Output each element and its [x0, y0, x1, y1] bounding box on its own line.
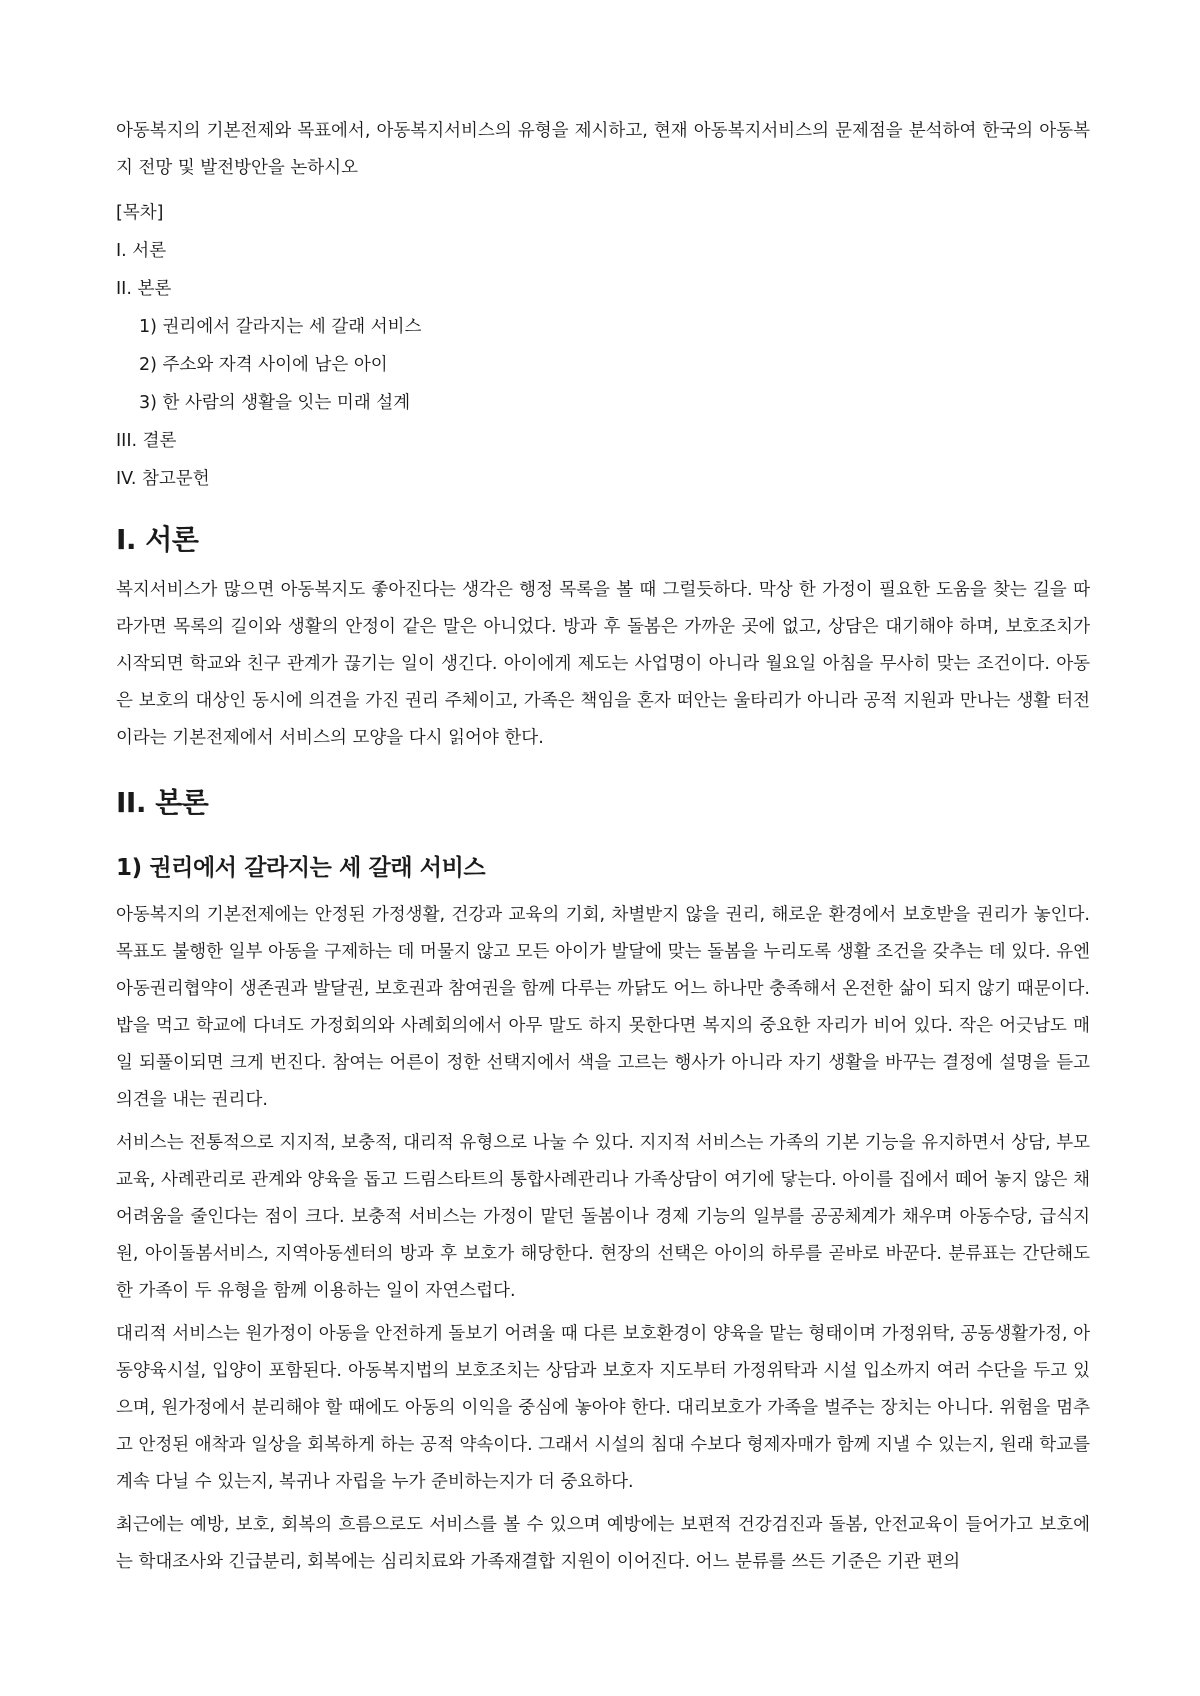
- body-paragraph: 아동복지의 기본전제에는 안정된 가정생활, 건강과 교육의 기회, 차별받지 않을 권리, 해로운 환경에서 보호받을 권리가 놓인다. 목표도 불행한 일부 아동을 구제하는 데 머물지 않고 모든 아이가 발달에 맞는 돌봄을 누리도록 생활 조건을 갖추는 데 있다. 유엔아동권리협약이 생존권과 발달권, 보호권과 참여권을 함께 다루는 까닭도 어느 하나만 충족해서 온전한 삶이 되지 않기 때문이다. 밥을 먹고 학교에 다녀도 가정회의와 사례회의에서 아무 말도 하지 못한다면 복지의 중요한 자리가 비어 있다. 작은 어긋남도 매일 되풀이되면 크게 번진다. 참여는 어른이 정한 선택지에서 색을 고르는 행사가 아니라 자기 생활을 바꾸는 결정에 설명을 듣고 의견을 내는 권리다.: [116, 905, 1090, 1110]
- body-paragraph: 대리적 서비스는 원가정이 아동을 안전하게 돌보기 어려울 때 다른 보호환경이 양육을 맡는 형태이며 가정위탁, 공동생활가정, 아동양육시설, 입양이 포함된다. 아동복지법의 보호조치는 상담과 보호자 지도부터 가정위탁과 시설 입소까지 여러 수단을 두고 있으며, 원가정에서 분리해야 할 때에도 아동의 이익을 중심에 놓아야 한다. 대리보호가 가족을 벌주는 장치는 아니다. 위험을 멈추고 안정된 애착과 일상을 회복하게 하는 공적 약속이다. 그래서 시설의 침대 수보다 형제자매가 함께 지낼 수 있는지, 원래 학교를 계속 다닐 수 있는지, 복귀나 자립을 누가 준비하는지가 더 중요하다.: [116, 1324, 1090, 1492]
- body-subsection-1-heading: 1) 권리에서 갈라지는 세 갈래 서비스: [116, 855, 486, 881]
- body-paragraph: 최근에는 예방, 보호, 회복의 흐름으로도 서비스를 볼 수 있으며 예방에는 보편적 건강검진과 돌봄, 안전교육이 들어가고 보호에는 학대조사와 긴급분리, 회복에는 심리치료와 가족재결합 지원이 이어진다. 어느 분류를 쓰든 기준은 기관 편의: [116, 1515, 1090, 1572]
- toc-heading: [목차]: [116, 203, 164, 223]
- toc-item-references: IV. 참고문헌: [116, 469, 210, 489]
- intro-heading: I. 서론: [116, 523, 199, 556]
- toc-item-body-1: 1) 권리에서 갈라지는 세 갈래 서비스: [139, 317, 422, 337]
- toc-item-intro: I. 서론: [116, 241, 167, 261]
- toc-item-conclusion: III. 결론: [116, 431, 177, 451]
- table-of-contents: [116, 195, 1090, 498]
- assignment-question: 아동복지의 기본전제와 목표에서, 아동복지서비스의 유형을 제시하고, 현재 아동복지서비스의 문제점을 분석하여 한국의 아동복지 전망 및 발전방안을 논하시오: [116, 121, 1090, 178]
- body-heading: II. 본론: [116, 786, 209, 819]
- toc-item-body-3: 3) 한 사람의 생활을 잇는 미래 설계: [139, 393, 411, 413]
- body-paragraph: 서비스는 전통적으로 지지적, 보충적, 대리적 유형으로 나눌 수 있다. 지지적 서비스는 가족의 기본 기능을 유지하면서 상담, 부모교육, 사례관리로 관계와 양육을 돕고 드림스타트의 통합사례관리나 가족상담이 여기에 닿는다. 아이를 집에서 떼어 놓지 않은 채 어려움을 줄인다는 점이 크다. 보충적 서비스는 가정이 맡던 돌봄이나 경제 기능의 일부를 공공체계가 채우며 아동수당, 급식지원, 아이돌봄서비스, 지역아동센터의 방과 후 보호가 해당한다. 현장의 선택은 아이의 하루를 곧바로 바꾼다. 분류표는 간단해도 한 가족이 두 유형을 함께 이용하는 일이 자연스럽다.: [116, 1133, 1090, 1301]
- toc-item-body: II. 본론: [116, 279, 172, 299]
- toc-item-body-2: 2) 주소와 자격 사이에 남은 아이: [139, 355, 388, 375]
- intro-paragraph: 복지서비스가 많으면 아동복지도 좋아진다는 생각은 행정 목록을 볼 때 그럴듯하다. 막상 한 가정이 필요한 도움을 찾는 길을 따라가면 목록의 길이와 생활의 안정이 같은 말은 아니었다. 방과 후 돌봄은 가까운 곳에 없고, 상담은 대기해야 하며, 보호조치가 시작되면 학교와 친구 관계가 끊기는 일이 생긴다. 아이에게 제도는 사업명이 아니라 월요일 아침을 무사히 맞는 조건이다. 아동은 보호의 대상인 동시에 의견을 가진 권리 주체이고, 가족은 책임을 혼자 떠안는 울타리가 아니라 공적 지원과 만나는 생활 터전이라는 기본전제에서 서비스의 모양을 다시 읽어야 한다.: [116, 580, 1090, 748]
